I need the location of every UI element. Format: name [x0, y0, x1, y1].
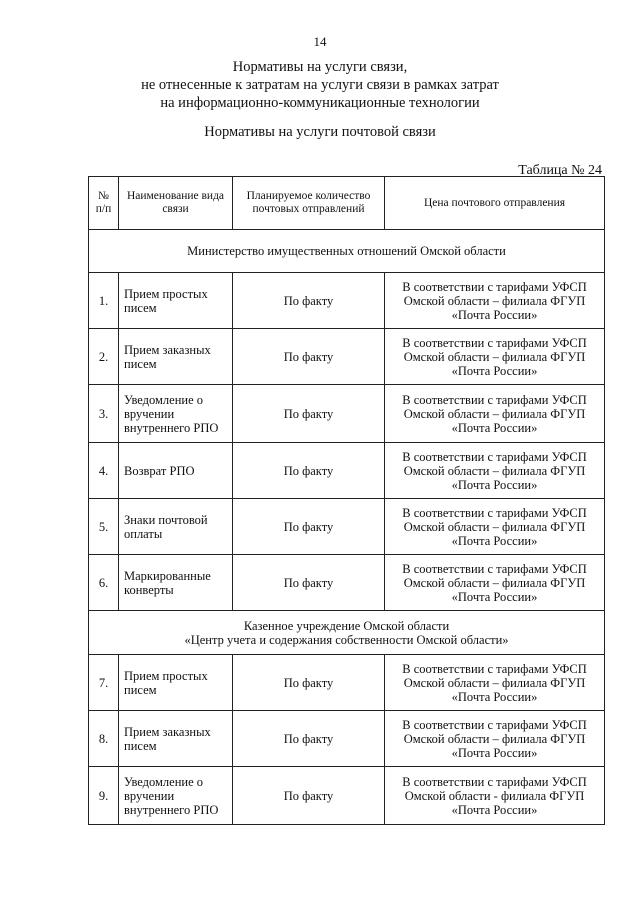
postal-price: [385, 329, 605, 385]
row-number: 2.: [89, 329, 119, 385]
postal-price: [385, 443, 605, 499]
section-row: [89, 611, 605, 655]
document-heading: [0, 58, 640, 112]
column-header-qty: Планируемое количество почтовых отправлений: [233, 177, 385, 230]
price-line: В соответствии с тарифами УФСП: [402, 279, 587, 294]
column-header-price: Цена почтового отправления: [385, 177, 605, 230]
postal-price: [385, 499, 605, 555]
postal-price: [385, 655, 605, 711]
postal-price: [385, 555, 605, 611]
price-line: Омской области – филиала ФГУП: [403, 575, 586, 590]
section-row: [89, 230, 605, 273]
table-row: [89, 711, 605, 767]
price-line: В соответствии с тарифами УФСП: [402, 561, 587, 576]
table-row: [89, 555, 605, 611]
column-header-num: № п/п: [89, 177, 119, 230]
section-title: Министерство имущественных отношений Омской области: [89, 230, 605, 273]
row-number: 5.: [89, 499, 119, 555]
row-number: 3.: [89, 385, 119, 443]
row-number: 1.: [89, 273, 119, 329]
price-line: Омской области – филиала ФГУП: [403, 406, 586, 421]
price-line: В соответствии с тарифами УФСП: [402, 392, 587, 407]
price-line: Омской области – филиала ФГУП: [403, 463, 586, 478]
service-name: Уведомление о вручении внутреннего РПО: [119, 385, 233, 443]
planned-quantity: По факту: [233, 273, 385, 329]
price-line: Омской области – филиала ФГУП: [403, 349, 586, 364]
table-row: [89, 443, 605, 499]
service-name: Маркированные конверты: [119, 555, 233, 611]
row-number: 9.: [89, 767, 119, 825]
page-number: 14: [313, 34, 327, 49]
service-name: Возврат РПО: [119, 443, 233, 499]
postal-price: [385, 767, 605, 825]
heading-line-3: на информационно-коммуникационные технологии: [160, 95, 480, 111]
price-line: В соответствии с тарифами УФСП: [402, 774, 587, 789]
postal-price: [385, 711, 605, 767]
postal-price: [385, 385, 605, 443]
service-name: Прием заказных писем: [119, 329, 233, 385]
row-number: 8.: [89, 711, 119, 767]
planned-quantity: По факту: [233, 443, 385, 499]
service-name: Прием простых писем: [119, 273, 233, 329]
planned-quantity: По факту: [233, 555, 385, 611]
planned-quantity: По факту: [233, 711, 385, 767]
price-line: «Почта России»: [451, 589, 538, 604]
row-number: 7.: [89, 655, 119, 711]
table-row: [89, 329, 605, 385]
column-header-name: Наименование вида связи: [119, 177, 233, 230]
table-row: [89, 767, 605, 825]
row-number: 6.: [89, 555, 119, 611]
service-name: Прием заказных писем: [119, 711, 233, 767]
table-row: [89, 655, 605, 711]
section-subheading: Нормативы на услуги почтовой связи: [204, 124, 436, 140]
table-row: [89, 273, 605, 329]
price-line: Омской области – филиала ФГУП: [403, 293, 586, 308]
service-name: Уведомление о вручении внутреннего РПО: [119, 767, 233, 825]
service-name: Знаки почтовой оплаты: [119, 499, 233, 555]
table-row: [89, 385, 605, 443]
price-line: Омской области – филиала ФГУП: [403, 731, 586, 746]
section-title-line: «Центр учета и содержания собственности Омской области»: [184, 632, 509, 647]
heading-line-2: не отнесенные к затратам на услуги связи в рамках затрат: [141, 77, 499, 93]
planned-quantity: По факту: [233, 655, 385, 711]
service-name: Прием простых писем: [119, 655, 233, 711]
postal-norms-table: [88, 176, 605, 825]
price-line: «Почта России»: [451, 745, 538, 760]
price-line: Омской области – филиала ФГУП: [403, 675, 586, 690]
table-row: [89, 499, 605, 555]
price-line: Омской области – филиала ФГУП: [403, 519, 586, 534]
price-line: В соответствии с тарифами УФСП: [402, 335, 587, 350]
price-line: «Почта России»: [451, 363, 538, 378]
price-line: В соответствии с тарифами УФСП: [402, 505, 587, 520]
price-line: «Почта России»: [451, 533, 538, 548]
planned-quantity: По факту: [233, 499, 385, 555]
heading-line-1: Нормативы на услуги связи,: [232, 59, 408, 75]
section-title: [89, 611, 605, 655]
section-title-line: Казенное учреждение Омской области: [243, 618, 450, 633]
price-line: Омской области - филиала ФГУП: [404, 788, 585, 803]
planned-quantity: По факту: [233, 329, 385, 385]
row-number: 4.: [89, 443, 119, 499]
postal-price: [385, 273, 605, 329]
price-line: «Почта России»: [451, 477, 538, 492]
price-line: В соответствии с тарифами УФСП: [402, 449, 587, 464]
table-label: Таблица № 24: [518, 163, 602, 178]
price-line: «Почта России»: [451, 307, 538, 322]
table-header-row: [89, 177, 605, 230]
price-line: В соответствии с тарифами УФСП: [402, 717, 587, 732]
price-line: «Почта России»: [451, 689, 538, 704]
planned-quantity: По факту: [233, 767, 385, 825]
planned-quantity: По факту: [233, 385, 385, 443]
price-line: «Почта России»: [451, 420, 538, 435]
price-line: В соответствии с тарифами УФСП: [402, 661, 587, 676]
price-line: «Почта России»: [451, 802, 538, 817]
